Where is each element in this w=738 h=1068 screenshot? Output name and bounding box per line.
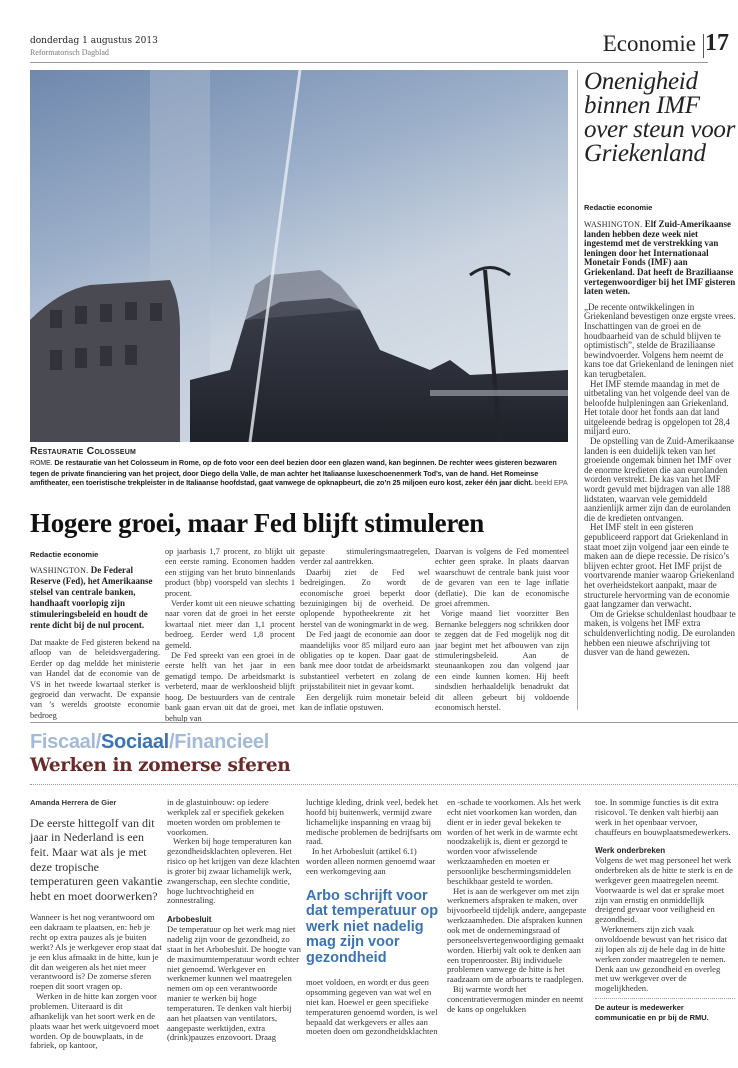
kicker-fiscaal: Fiscaal/: [30, 731, 101, 753]
column-section-col-1: [30, 798, 163, 1051]
main-article-column-2: [165, 547, 295, 724]
paragraph: De temperatuur op het werk mag niet nadelig zijn voor de gezondheid, zo staat in het Arbobesluit. De hoogte van de maximumtemperatuur wordt echter niet genoemd. Werkgever en werknemer kunnen wel maatregelen nemen om op een verantwoorde manier te werken bij hoge temperaturen. Te denken valt hierbij aan het plaatsen van ventilators, aangepaste werktijden, extra (drink)pauzes enzovoort. Draag: [167, 924, 301, 1043]
column-divider: [577, 70, 578, 710]
newspaper-name: Reformatorisch Dagblad: [30, 48, 109, 57]
paragraph: in de glastuinbouw: op iedere werkplek zal er specifiek gekeken moeten worden om problemen te voorkomen.: [167, 797, 284, 837]
caption-dateline: ROME.: [30, 460, 53, 467]
column-section-col-2: [167, 798, 302, 1043]
colosseum-photo: [30, 70, 568, 442]
paragraph: Daarvan is volgens de Fed momenteel echter geen sprake. In plaats daarvan waarschuwt de centrale bank juist voor de gevaren van een te lage inflatie (deflatie). Die kan de economische groei afremmen.: [435, 547, 569, 609]
column-section-col-5: [595, 798, 735, 1022]
side-article-paragraphs: [584, 303, 736, 658]
paragraph: moet voldoen, en wordt er dus geen opsomming gegeven van wat wel en niet kan. Hoewel er geen specifieke temperaturen genoemd worden, is wel bepaald dat werkgevers er alles aan moeten doen om gezondheidsklachten: [306, 977, 438, 1037]
paragraph: Daarbij ziet de Fed wel bedreigingen. Zo wordt de economische groei beperkt door bezuinigingen bij de overheid. De oplopende hypotheekrente zit het herstel van de woningmarkt in de weg.: [300, 567, 430, 629]
dateline: WASHINGTON.: [30, 566, 89, 575]
issue-date: donderdag 1 augustus 2013: [30, 36, 158, 46]
column-paragraphs: [165, 547, 295, 724]
side-article-byline: Redactie economie: [584, 203, 653, 212]
photo-credit: beeld EPA: [534, 478, 568, 488]
paragraph: Verder komt uit een nieuwe schatting naar voren dat de groei in het eerste kwartaal niet meer dan 1,1 procent bedroeg. Eerder werd 1,8 procent gemeld.: [165, 599, 295, 650]
column-paragraphs: [30, 638, 160, 721]
column-paragraphs: [447, 798, 587, 1015]
column-headline: Werken in zomerse sferen: [30, 755, 291, 776]
kicker-sociaal: Sociaal: [100, 731, 169, 753]
main-article-column-3: [300, 547, 430, 714]
column-paragraphs: [300, 547, 430, 714]
paragraph: Het IMF stemde maandag in met de uitbetaling van het volgende deel van de beloofde hulpleningen aan Griekenland. Het totale door het fonds aan dat land uitgeleende bedrag is opgelopen tot 28,4 miljard euro.: [584, 378, 730, 437]
paragraph: Werknemers zijn zich vaak onvoldoende bewust van het risico dat zij lopen als zij de hele dag in de hitte werken zonder maatregelen te nemen. Denk aan uw gezondheid en overleg met uw werkgever over de mogelijkheden.: [595, 924, 727, 994]
section-kicker: [30, 731, 269, 754]
header-rule: [30, 62, 708, 63]
lead-text: Elf Zuid-Amerikaanse landen hebben deze week niet ingestemd met de verstrekking van leningen door het Internationaal Monetair Fonds (IMF) aan Griekenland. Dat heeft de Braziliaanse vertegenwoordiger bij het IMF gisteren laten weten.: [584, 219, 736, 297]
subhead-arbobesluit: Arbobesluit: [167, 915, 212, 925]
paragraph: toe. In sommige functies is dit extra risicovol. Te denken valt hierbij aan werk in het openbaar vervoer, chauffeurs en bouwplaatsmedewerkers.: [595, 797, 731, 837]
main-article-column-4: [435, 547, 569, 714]
photo-caption: [30, 458, 570, 488]
side-article-headline: Onenigheid binnen IMF over steun voor Griekenland: [584, 68, 736, 167]
column-section-col-3: [306, 798, 442, 1037]
dateline: WASHINGTON.: [584, 220, 643, 229]
paragraph: Wanneer is het nog verantwoord om een dakraam te plaatsen, en: heb je recht op extra pauzes als je buiten werkt? Als je werkgever erop staat dat je een klus afmaakt in de hitte, kun je dit dan weigeren als het niet meer verantwoord is? De zomerse sferen roepen dit soort vragen op.: [30, 912, 162, 992]
main-article-lead: [30, 565, 160, 631]
author-byline: Amanda Herrera de Gier: [30, 798, 117, 807]
paragraph: De Fed spreekt van een groei in de eerste helft van het jaar in een gematigd tempo. De arbeidsmarkt is verbeterd, maar de werkloosheid blijft hoog. De bestuurders van de centrale bank gaan ervan uit dat de groei, met behulp van: [165, 651, 295, 723]
main-article-headline: Hogere groei, maar Fed blijft stimuleren: [30, 508, 484, 538]
photo-caption-title: Restauratie Colosseum: [30, 445, 137, 457]
column-section-col-4: [447, 798, 587, 1015]
dotted-rule: [30, 784, 738, 785]
column-lead: De eerste hittegolf van dit jaar in Nederland is een feit. Maar wat als je met deze tropische temperaturen geen vakantie hebt en moet doorwerken?: [30, 815, 163, 903]
paragraph: Om de Griekse schuldenlast houdbaar te maken, is volgens het IMF extra schuldenverlichting nodig. De eurolanden hebben een nieuwe afschrijving tot dusver van de hand gewezen.: [584, 608, 736, 658]
paragraph: Werken in de hitte kan zorgen voor problemen. Uiteraard is dit afhankelijk van het soort werk en de plaats waar het werk uitgevoerd moet worden. Op de bouwplaats, in de fabriek, op kantoor,: [30, 991, 160, 1051]
kicker-financieel: /Financieel: [168, 731, 270, 753]
paragraph: Het IMF stelt in een gisteren gepubliceerd rapport dat Griekenland in staat moet zijn volgend jaar een einde te maken aan de diepe recessie. De risico’s blijven echter groot. Het IMF prijst de voortvarende manier waarop Griekenland het overheidstekort aanpakt, maar de structurele hervorming van de economie gaat langzamer dan verwacht.: [584, 522, 735, 610]
paragraph: op jaarbasis 1,7 procent, zo blijkt uit een eerste raming. Economen hadden een stijging van het bruto binnenlands product (bbp) voorspeld van slechts 1 procent.: [165, 547, 295, 598]
side-article-lead: [584, 220, 736, 297]
main-article-column-1: [30, 565, 160, 721]
paragraph: In het Arbobesluit (artikel 6.1) worden alleen normen genoemd waar een werkomgeving aan: [306, 846, 436, 876]
caption-text: De restauratie van het Colosseum in Rome, op de foto voor een deel bezien door een glazen wand, kan beginnen. De rechter wees gisteren bezwaren tegen de private financiering van het project, door Diego della Valle, de man achter het Italiaanse luxeschoenenmerk Tod’s, van de hand. Het Romeinse amfitheater, een toeristische trekpleister in de Italiaanse hoofdstad, gaat vanwege de opknapbeurt, die zo’n 25 miljoen euro kost, zeker één jaar dicht.: [30, 458, 557, 488]
section-title: Economie: [602, 31, 696, 56]
pull-quote: Arbo schrijft voor dat temperatuur op werk niet nadelig mag zijn voor gezondheid: [306, 887, 439, 966]
paragraph: luchtige kleding, drink veel, bedek het hoofd bij buitenwerk, vermijd zware lichamelijke inspanning en vraag bij medische problemen de bedrijfsarts om raad.: [306, 797, 442, 847]
paragraph: Werken bij hoge temperaturen kan gezondheidsklachten opleveren. Het risico op het krijgen van deze klachten is groter bij zwaar lichamelijk werk, zwangerschap, een slechte conditie, hoge luchtvochtigheid en zonnestraling.: [167, 836, 300, 906]
column-paragraphs: [435, 547, 569, 714]
paragraph: Het is aan de werkgever om met zijn werknemers afspraken te maken, over bijvoorbeeld tijdelijk andere, aangepaste werkzaamheden. Die afspraken kunnen ook met de ondernemingsraad of personeelsvertegenwoordiging gemaakt worden. Hierbij valt ook te denken aan een tropenrooster. Bij individuele problemen vanwege de hitte is het raadzaam om de arboarts te raadplegen.: [447, 885, 587, 985]
column-paragraphs: [306, 798, 442, 877]
paragraph: Vorige maand liet voorzitter Ben Bernanke beleggers nog schrikken door te zeggen dat de Fed mogelijk nog dit jaar begint met het afbouwen van zijn stimuleringsbeleid. Aan de steunaankopen zou dan volgend jaar een einde kunnen komen. Hij heeft sindsdien herhaaldelijk benadrukt dat dit alleen gebeurt bij voldoende economisch herstel.: [435, 609, 569, 713]
author-note: De auteur is medewerker communicatie en pr bij de RMU.: [595, 1003, 709, 1022]
paragraph: Bij warmte wordt het concentratievermogen minder en neemt de kans op ongelukken: [447, 984, 584, 1014]
paragraph: De Fed jaagt de economie aan door maandelijks voor 85 miljard euro aan obligaties op te kopen. Daar gaat de bank mee door totdat de arbeidsmarkt substantieel verbetert en zolang de prijsstabiliteit niet in gevaar komt.: [300, 630, 430, 692]
paragraph: Dat maakte de Fed gisteren bekend na afloop van de beleidsvergadering. Eerder op dag meldde het ministerie van Handel dat de economie van de VS in het tweede kwartaal sterker is gegroeid dan verwacht. De expansie van ’s werelds grootste economie bedroeg: [30, 638, 160, 720]
main-article-byline: Redactie economie: [30, 550, 99, 559]
paragraph: gepaste stimuleringsmaatregelen, verder zal aantrekken.: [300, 547, 430, 567]
page-number: 17: [705, 30, 729, 56]
column-paragraphs: [167, 925, 302, 1043]
column-paragraphs: [595, 798, 735, 837]
column-paragraphs: [306, 978, 442, 1037]
header-divider: [703, 34, 704, 58]
paragraph: en -schade te voorkomen. Als het werk echt niet voorkomen kan worden, dan dient er in ieder geval bekeken te worden of het werk in de warmte echt noodzakelijk is, dient er gezorgd te worden voor afwisselende werkzaamheden en moeten er persoonlijke beschermingsmiddelen beschikbaar gesteld te worden.: [447, 797, 581, 886]
lead-text: De Federal Reserve (Fed), het Amerikaanse stelsel van centrale banken, handhaaft voorlopig zijn stimuleringsbeleid en houdt de rente dicht bij de nul procent.: [30, 565, 153, 630]
column-paragraphs: [30, 913, 163, 1051]
column-paragraphs: [167, 798, 302, 906]
paragraph: Volgens de wet mag personeel het werk onderbreken als de hitte te sterk is en de werkgever geen maatregelen neemt. Voorwaarde is wel dat er sprake moet zijn van ernstig en onmiddellijk dreigend gevaar voor veiligheid en gezondheid.: [595, 855, 733, 925]
column-paragraphs: [595, 856, 735, 994]
paragraph: „De recente ontwikkelingen in Griekenland bevestigen onze ergste vrees. Inschattingen van de groei en de houdbaarheid van de schuld blijven te optimistisch”, stelde de Braziliaanse bewindvoerder. Volgens hem neemt de kans toe dat Griekenland de leningen niet kan terugbetalen.: [584, 301, 736, 379]
paragraph: De opstelling van de Zuid-Amerikaanse landen is een duidelijk teken van het groeiende ongemak binnen het IMF over de enorme kredieten die aan eurolanden worden verstrekt. De kas van het IMF wordt gevuld met bijdragen van alle 188 lidstaten, waarvan vele gemiddeld aanzienlijk armer zijn dan de eurolanden die de kredieten ontvangen.: [584, 436, 734, 523]
subhead-werk-onderbreken: Werk onderbreken: [595, 846, 666, 856]
paragraph: Een dergelijk ruim monetair beleid kan de inflatie opstuwen.: [300, 692, 430, 713]
section-separator: [30, 722, 738, 723]
side-article-body: [584, 220, 736, 658]
photo-illustration: [30, 70, 568, 442]
